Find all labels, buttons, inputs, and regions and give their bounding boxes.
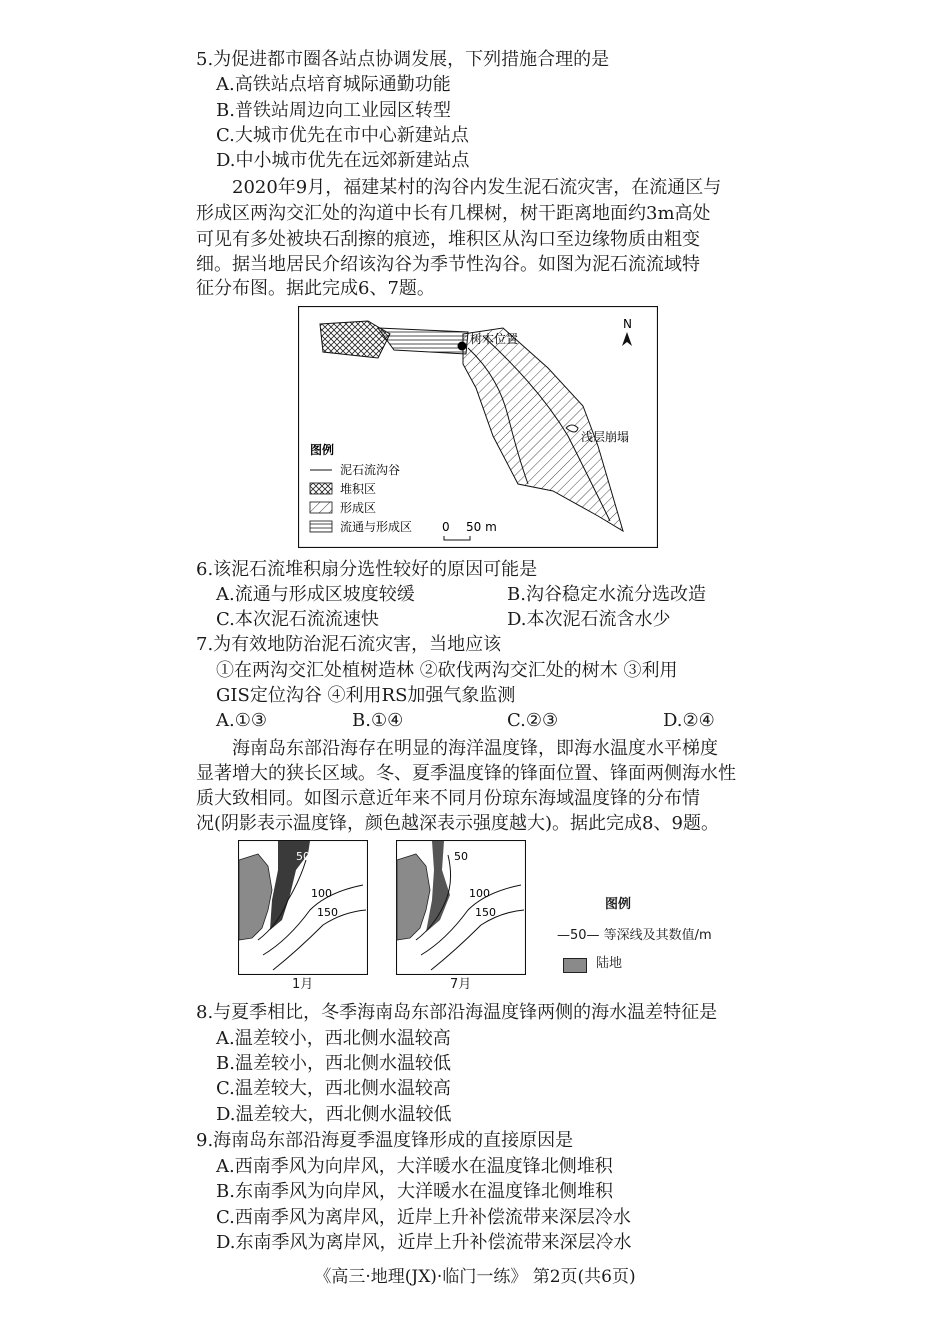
q7-stem: 7.为有效地防治泥石流灾害，当地应该: [196, 634, 502, 655]
q7-option-c: C.②③: [507, 710, 559, 731]
passage2-line: 况(阴影表示温度锋，颜色越深表示强度越大)。据此完成8、9题。: [196, 813, 719, 834]
passage1-line: 征分布图。据此完成6、7题。: [196, 278, 435, 299]
q7-choices-line1: ①在两沟交汇处植树造林 ②砍伐两沟交汇处的树木 ③利用: [216, 660, 678, 681]
passage2-line: 质大致相同。如图示意近年来不同月份琼东海域温度锋的分布情: [196, 788, 700, 809]
contour-100: 100: [311, 887, 332, 900]
q6-option-d: D.本次泥石流含水少: [507, 609, 671, 630]
q7-option-a: A.①③: [216, 710, 267, 731]
contour-150: 150: [317, 906, 338, 919]
legend1-formation: 形成区: [340, 501, 377, 515]
collapse-label: 浅层崩塌: [581, 430, 630, 444]
contour-100: 100: [469, 887, 490, 900]
scale-zero: 0: [442, 520, 450, 534]
q7-choices-line2: GIS定位沟谷 ④利用RS加强气象监测: [216, 685, 516, 706]
tree-location-marker: [458, 342, 467, 351]
legend1-gully: 泥石流沟谷: [340, 463, 401, 477]
legend2-land: 陆地: [596, 956, 623, 971]
q8-option-a: A.温差较小，西北侧水温较高: [216, 1028, 451, 1049]
passage1-line: 可见有多处被块石刮擦的痕迹，堆积区从沟口至边缘物质由粗变: [196, 229, 700, 250]
q5-option-b: B.普铁站周边向工业园区转型: [216, 100, 451, 121]
q7-option-d: D.②④: [663, 710, 715, 731]
q6-option-a: A.流通与形成区坡度较缓: [216, 584, 415, 605]
temperature-front-map-july: [396, 840, 526, 975]
q6-stem: 6.该泥石流堆积扇分选性较好的原因可能是: [196, 559, 538, 580]
q5-option-c: C.大城市优先在市中心新建站点: [216, 125, 469, 146]
passage1-line: 2020年9月，福建某村的沟谷内发生泥石流灾害，在流通区与: [232, 177, 722, 198]
legend1-accumulation: 堆积区: [340, 482, 377, 496]
contour-50: 50: [296, 850, 310, 863]
passage2-line: 显著增大的狭长区域。冬、夏季温度锋的锋面位置、锋面两侧海水性: [196, 763, 736, 784]
svg-text:N: N: [623, 317, 632, 331]
contour-50: 50: [454, 850, 468, 863]
july-caption: 7月: [450, 977, 472, 992]
scale-label: 50 m: [466, 520, 497, 534]
passage2-line: 海南岛东部沿海存在明显的海洋温度锋，即海水温度水平梯度: [232, 738, 718, 759]
passage1-line: 细。据当地居民介绍该沟谷为季节性沟谷。如图为泥石流流域特: [196, 254, 700, 275]
page-footer: 《高三·地理(JX)·临门一练》 第2页(共6页): [314, 1267, 636, 1287]
q9-option-a: A.西南季风为向岸风，大洋暖水在温度锋北侧堆积: [216, 1156, 613, 1177]
q9-option-b: B.东南季风为向岸风，大洋暖水在温度锋北侧堆积: [216, 1181, 613, 1202]
debris-flow-map: [298, 306, 658, 548]
legend2-title: 图例: [605, 897, 632, 912]
q6-option-c: C.本次泥石流流速快: [216, 609, 379, 630]
passage1-line: 形成区两沟交汇处的沟道中长有几棵树，树干距离地面约3m高处: [196, 203, 711, 224]
q8-option-c: C.温差较大，西北侧水温较高: [216, 1078, 451, 1099]
legend2-land-swatch: [563, 958, 587, 973]
january-caption: 1月: [292, 977, 314, 992]
q9-option-d: D.东南季风为离岸风，近岸上升补偿流带来深层冷水: [216, 1232, 632, 1253]
q8-option-b: B.温差较小，西北侧水温较低: [216, 1053, 451, 1074]
q9-stem: 9.海南岛东部沿海夏季温度锋形成的直接原因是: [196, 1130, 574, 1151]
q8-option-d: D.温差较大，西北侧水温较低: [216, 1104, 452, 1125]
q5-option-a: A.高铁站点培育城际通勤功能: [216, 74, 451, 95]
q9-option-c: C.西南季风为离岸风，近岸上升补偿流带来深层冷水: [216, 1207, 631, 1228]
contour-150: 150: [475, 906, 496, 919]
tree-location-label: 树木位置: [470, 332, 519, 346]
q8-stem: 8.与夏季相比，冬季海南岛东部沿海温度锋两侧的海水温差特征是: [196, 1002, 718, 1023]
legend2-contour: —50— 等深线及其数值/m: [557, 928, 712, 943]
legend1-flow-formation: 流通与形成区: [340, 520, 413, 534]
q5-stem: 5.为促进都市圈各站点协调发展，下列措施合理的是: [196, 49, 610, 70]
q5-option-d: D.中小城市优先在远郊新建站点: [216, 150, 470, 171]
q6-option-b: B.沟谷稳定水流分选改造: [507, 584, 706, 605]
q7-option-b: B.①④: [352, 710, 404, 731]
legend1-title: 图例: [310, 443, 335, 457]
temperature-front-map-january: [238, 840, 368, 975]
